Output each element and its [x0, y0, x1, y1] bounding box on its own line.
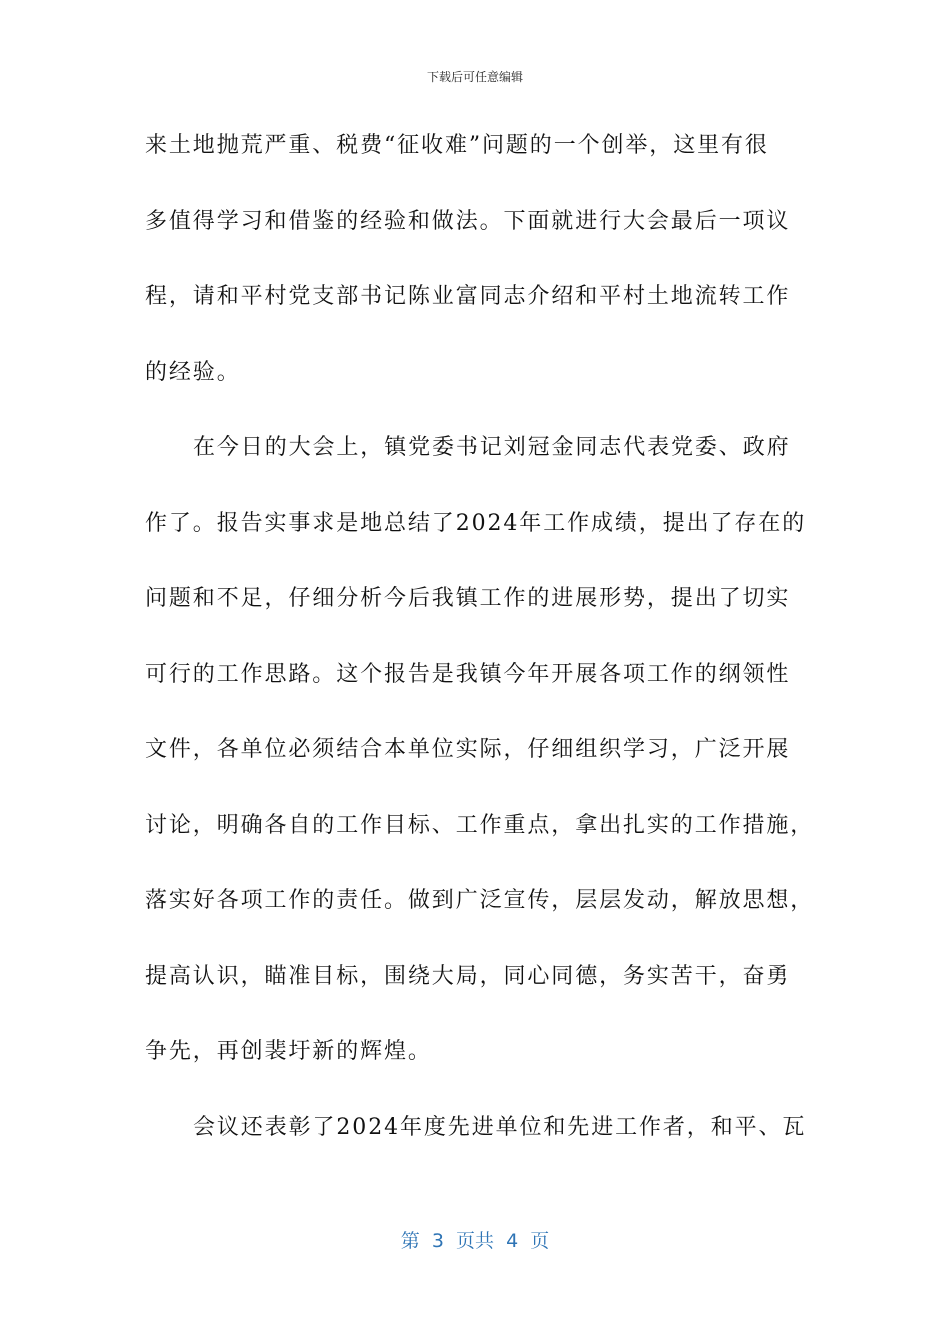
- text-line: 落实好各项工作的责任。做到广泛宣传，层层发动，解放思想，: [145, 888, 815, 913]
- text-line: 来土地抛荒严重、税费“征收难”问题的一个创举，这里有很: [145, 133, 769, 158]
- footer-prefix: 第: [400, 1230, 432, 1252]
- text-line: 问题和不足，仔细分析今后我镇工作的进展形势，提出了切实: [145, 586, 791, 611]
- text-line: 可行的工作思路。这个报告是我镇今年开展各项工作的纲领性: [145, 661, 791, 687]
- text-line: 争先，再创裴圩新的辉煌。: [145, 1039, 432, 1064]
- text-line: 讨论，明确各自的工作目标、工作重点，拿出扎实的工作措施，: [145, 812, 815, 838]
- text-line: 文件，各单位必须结合本单位实际，仔细组织学习，广泛开展: [145, 737, 791, 762]
- paragraph-start-line: 会议还表彰了2024年度先进单位和先进工作者，和平、瓦: [193, 1114, 807, 1140]
- text-line: 多值得学习和借鉴的经验和做法。下面就进行大会最后一项议: [145, 208, 791, 234]
- text-line: 作了。报告实事求是地总结了2024年工作成绩，提出了存在的: [145, 510, 807, 536]
- text-line: 程，请和平村党支部书记陈业富同志介绍和平村土地流转工作: [145, 284, 791, 309]
- text-line: 提高认识，瞄准目标，围绕大局，同心同德，务实苦干，奋勇: [145, 963, 791, 989]
- text-line: 的经验。: [145, 359, 241, 385]
- footer-suffix: 页: [518, 1230, 550, 1252]
- paragraph-start-line: 在今日的大会上，镇党委书记刘冠金同志代表党委、政府: [193, 435, 791, 460]
- total-page-count: 4: [506, 1230, 519, 1252]
- page-header: 下载后可任意编辑: [426, 70, 523, 84]
- current-page-number: 3: [431, 1230, 444, 1252]
- document-body: [145, 126, 815, 1183]
- page-footer: [0, 1226, 950, 1253]
- footer-middle: 页共: [443, 1230, 507, 1252]
